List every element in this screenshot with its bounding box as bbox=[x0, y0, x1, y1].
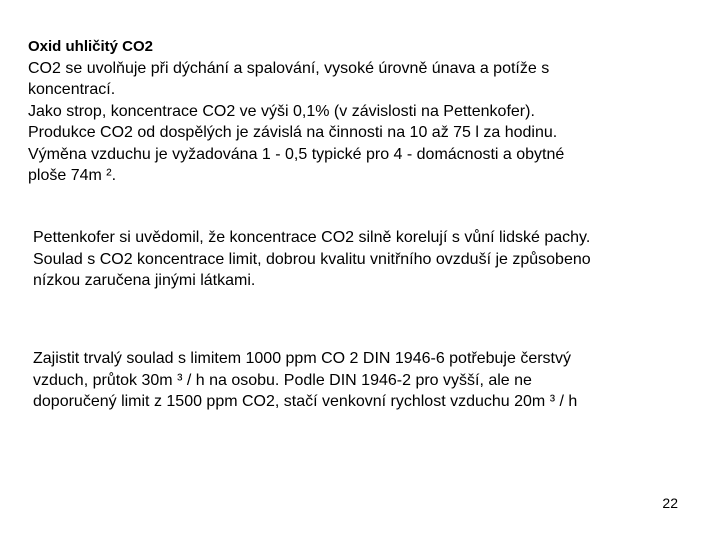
page-number: 22 bbox=[662, 495, 678, 511]
text-line: koncentrací. bbox=[28, 81, 116, 98]
din-text-block bbox=[33, 348, 683, 413]
slide-title: Oxid uhličitý CO2 bbox=[28, 38, 154, 55]
text-line: vzduch, průtok 30m ³ / h na osobu. Podle DIN 1946-2 pro vyšší, ale ne bbox=[33, 371, 532, 389]
text-line: Jako strop, koncentrace CO2 ve výši 0,1% (v závislosti na Pettenkofer). bbox=[28, 102, 535, 120]
text-line: CO2 se uvolňuje při dýchání a spalování, vysoké úrovně únava a potíže s bbox=[28, 59, 550, 77]
text-line: nízkou zaručena jinými látkami. bbox=[33, 272, 256, 289]
text-line: Soulad s CO2 koncentrace limit, dobrou kvalitu vnitřního ovzduší je způsobeno bbox=[33, 250, 591, 268]
text-line: Pettenkofer si uvědomil, že koncentrace CO2 silně korelují s vůní lidské pachy. bbox=[33, 229, 591, 246]
text-line: Zajistit trvalý soulad s limitem 1000 ppm CO 2 DIN 1946-6 potřebuje čerstvý bbox=[33, 350, 571, 367]
text-line: Výměna vzduchu je vyžadována 1 - 0,5 typické pro 4 - domácnosti a obytné bbox=[28, 145, 565, 163]
text-line: ploše 74m ². bbox=[28, 167, 117, 184]
intro-text-block bbox=[28, 36, 668, 187]
text-line: doporučený limit z 1500 ppm CO2, stačí venkovní rychlost vzduchu 20m ³ / h bbox=[33, 393, 578, 410]
pettenkofer-text-block bbox=[33, 227, 683, 292]
text-line: Produkce CO2 od dospělých je závislá na činnosti na 10 až 75 l za hodinu. bbox=[28, 124, 558, 141]
